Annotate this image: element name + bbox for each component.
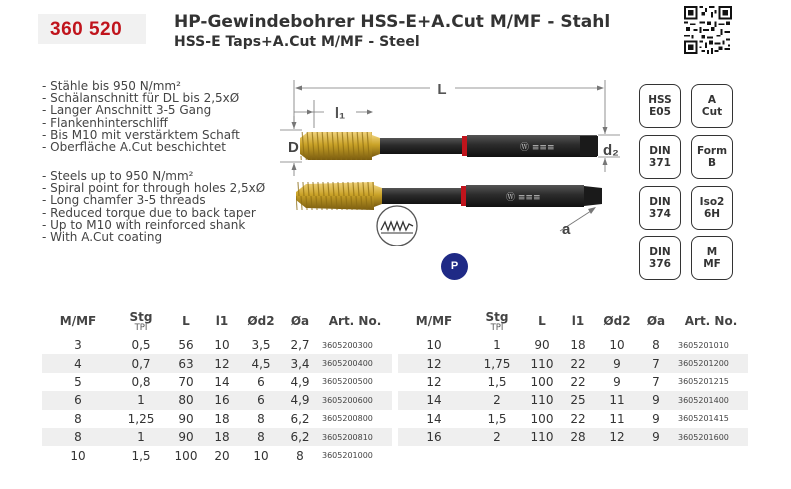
table-cell: 12 [426,374,442,389]
badge-line: E05 [649,106,671,118]
table-cell: 2 [470,391,524,409]
bullet-de: - Oberfläche A.Cut beschichtet [42,140,226,155]
table-cell: 2 [470,428,524,446]
table-cell: 12 [398,354,470,372]
table-cell: 7 [638,354,674,372]
badge-din-376 [639,236,681,280]
qr-code-icon [684,6,732,54]
col-header: M/MF [398,306,470,336]
badge-line: MF [703,258,721,270]
table-cell: 16 [398,428,470,446]
article-number-cell: 3605201215 [678,377,729,387]
table-cell: 1 [114,428,168,446]
table-cell: 4,5 [240,354,282,372]
spec-table-right [398,306,748,446]
table-cell: 9 [652,411,660,426]
table-cell: 80 [168,391,204,409]
table-cell: 110 [524,428,560,446]
article-number-cell: 3605200800 [322,414,373,424]
label-d2: d₂ [603,142,619,159]
label-l1: l₁ [334,105,346,122]
table-row [42,373,392,391]
col-header: L [524,306,560,336]
bullet-en: - Steels up to 950 N/mm² [42,169,194,183]
shank-marking: Ⓦ ≡≡≡ [506,193,541,203]
table-cell: 18 [570,338,586,353]
badge-a-cut [691,84,733,128]
table-cell: 22 [570,374,586,389]
article-number-cell: 3605200810 [318,428,392,446]
table-cell: 10 [253,448,269,463]
badge-line: Iso2 [699,196,725,208]
table-row [42,391,392,409]
badge-line: 374 [649,208,671,220]
col-header: l1 [560,306,596,336]
table-cell: 0,8 [131,374,151,389]
table-cell: 14 [398,391,470,409]
badge-hss-e05 [639,84,681,128]
table-cell: 9 [613,374,621,389]
table-cell: 8 [257,411,265,426]
label-L: L [437,81,447,98]
table-cell: 8 [240,428,282,446]
badge-line: A [707,94,717,106]
col-header: M/MF [42,306,114,336]
badge-m-mf [691,236,733,280]
table-cell: 3,4 [282,354,318,372]
badge-line: M [706,246,718,258]
col-header: Art. No. [674,306,748,336]
table-row [398,391,748,409]
table-cell: 10 [70,448,86,463]
title-english: HSS-E Taps+A.Cut M/MF - Steel [174,34,420,50]
bullet-de: - Langer Anschnitt 3-5 Gang [42,103,212,118]
table-row [42,336,392,354]
table-cell: 5 [74,374,82,389]
spec-table-left [42,306,392,465]
table-cell: 8 [42,428,114,446]
table-cell: 3,5 [251,338,271,353]
table-cell: 18 [214,411,230,426]
badge-line: B [707,157,716,169]
col-header-stg [114,306,168,336]
table-cell: 1,5 [487,374,507,389]
bullet-de: - Bis M10 mit verstärktem Schaft [42,127,240,142]
table-row [42,354,392,372]
table-cell: 1,5 [487,411,507,426]
bullet-de: - Schälanschnitt für DL bis 2,5xØ [42,91,240,106]
table-cell: 1,25 [127,411,155,426]
table-cell: 4,9 [282,391,318,409]
table-cell: 100 [530,374,554,389]
table-cell: 18 [204,428,240,446]
table-cell: 1,5 [131,448,151,463]
table-cell: 63 [168,354,204,372]
table-cell: 22 [560,354,596,372]
tap-rotated-view [296,182,602,210]
bullet-de: - Flankenhinterschliff [42,115,168,130]
table-row [42,446,392,464]
bullet-en: - With A.Cut coating [42,230,163,245]
bullet-en: - Reduced torque due to back taper [42,205,256,220]
bullet-en: - Spiral point for through holes 2,5xØ [42,181,266,196]
table-cell: 12 [204,354,240,372]
table-row [398,373,748,391]
table-cell: 12 [596,428,638,446]
col-header: Stg [129,309,153,324]
article-number-cell: 3605200400 [318,354,392,372]
table-cell: 2,7 [290,338,310,353]
article-number: 360 520 [50,19,123,40]
col-header: Ød2 [596,306,638,336]
badge-line: DIN [649,145,671,157]
table-cell: 10 [609,338,625,353]
table-cell: 16 [204,391,240,409]
table-body-right [398,336,748,446]
table-row [398,354,748,372]
badge-line: Form [696,145,728,157]
table-cell: 6,2 [290,411,310,426]
table-cell: 11 [596,391,638,409]
table-body-left [42,336,392,465]
back-taper-icon [377,206,417,246]
table-cell: 4 [42,354,114,372]
features-german [42,80,240,153]
badge-line: 371 [649,157,671,169]
table-cell: 1,75 [470,354,524,372]
col-subheader: TPI [490,322,504,333]
col-header: Øa [638,306,674,336]
table-cell: 8 [652,338,660,353]
article-number-cell: 3605201200 [674,354,748,372]
table-cell: 3 [74,338,82,353]
table-cell: 10 [426,338,442,353]
table-row [42,410,392,428]
table-cell: 7 [652,374,660,389]
badge-form-b [691,135,733,179]
col-subheader: TPI [134,322,148,333]
table-cell: 28 [560,428,596,446]
table-row [398,336,748,354]
table-cell: 10 [214,338,230,353]
table-row [398,410,748,428]
table-cell: 6 [42,391,114,409]
table-cell: 20 [214,448,230,463]
process-badge-steel: P [441,253,468,280]
table-cell: 9 [638,391,674,409]
label-D: D [288,139,299,156]
shank-marking: Ⓦ ≡≡≡ [520,143,555,153]
article-number-cell: 3605201010 [678,340,729,350]
article-number-cell: 3605201415 [678,414,729,424]
badge-line: 376 [649,258,671,270]
table-row [398,428,748,446]
col-header: L [168,306,204,336]
table-cell: 6,2 [282,428,318,446]
col-header: Øa [282,306,318,336]
table-cell: 90 [534,338,550,353]
table-cell: 0,5 [131,338,151,353]
table-cell: 8 [296,448,304,463]
table-cell: 6 [240,391,282,409]
col-header: Art. No. [318,306,392,336]
col-header-stg [470,306,524,336]
article-number-cell: 3605201000 [322,451,373,461]
table-cell: 9 [638,428,674,446]
table-cell: 6 [257,374,265,389]
bullet-en: - Up to M10 with reinforced shank [42,217,246,232]
table-cell: 11 [609,411,625,426]
title-german: HP-Gewindebohrer HSS-E+A.Cut M/MF - Stahl [174,12,611,32]
badge-line: HSS [648,94,672,106]
badge-din-374 [639,186,681,230]
dimension-l1 [294,100,373,128]
table-row [42,428,392,446]
col-header: Ød2 [240,306,282,336]
badge-iso2-6h [691,186,733,230]
table-cell: 90 [178,411,194,426]
badge-line: 6H [703,208,721,220]
table-cell: 22 [570,411,586,426]
features-english [42,170,265,243]
badge-line: Cut [701,106,723,118]
article-number-cell: 3605200300 [322,340,373,350]
badge-line: DIN [649,196,671,208]
table-cell: 90 [168,428,204,446]
table-cell: 110 [524,391,560,409]
col-header: l1 [204,306,240,336]
badge-din-371 [639,135,681,179]
bullet-de: - Stähle bis 950 N/mm² [42,79,181,93]
table-cell: 9 [596,354,638,372]
article-number-cell: 3605201600 [674,428,748,446]
table-cell: 110 [524,354,560,372]
tap-drawing [280,76,620,246]
article-number-cell: 3605200600 [318,391,392,409]
col-header: Stg [485,309,509,324]
table-cell: 100 [174,448,198,463]
article-number-cell: 3605201400 [674,391,748,409]
article-number-cell: 3605200500 [322,377,373,387]
badge-line: DIN [649,246,671,258]
table-cell: 70 [178,374,194,389]
bullet-en: - Long chamfer 3-5 threads [42,193,206,208]
table-cell: 1 [114,391,168,409]
tap-side-view [300,132,598,160]
table-cell: 1 [493,338,501,353]
table-cell: 4,9 [290,374,310,389]
label-a: a [562,221,571,238]
table-cell: 0,7 [114,354,168,372]
table-cell: 14 [214,374,230,389]
table-cell: 8 [74,411,82,426]
table-cell: 14 [426,411,442,426]
table-cell: 56 [178,338,194,353]
table-cell: 25 [560,391,596,409]
table-cell: 100 [530,411,554,426]
